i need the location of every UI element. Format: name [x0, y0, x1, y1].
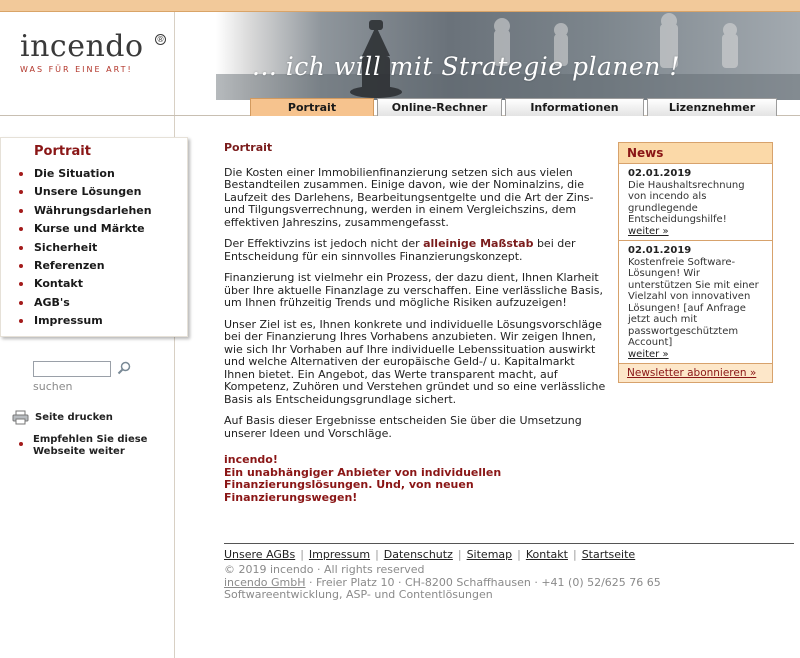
- closing-statement: [224, 454, 608, 504]
- sidebar-item-waehrungsdarlehen[interactable]: [34, 202, 187, 220]
- news-item: [619, 164, 772, 241]
- bullet-icon: [19, 319, 23, 323]
- footer-separator: |: [517, 548, 521, 561]
- header-banner: [216, 12, 800, 100]
- main-content: [224, 142, 608, 504]
- tab-informationen[interactable]: Informationen: [505, 98, 644, 116]
- content-paragraph: Die Kosten einer Immobilienfinanzierung setzen sich aus vielen Bestandteilen zusammen. Einige davon, wie der Nominalzins, die Laufzeit des Darlehens, Bearbeitungsentgelte und die Art der Zins- und Tilgungsverrechnung, werden in einem Vergleichszins, dem effektiven Jahreszins, zusammengefasst.: [224, 165, 594, 229]
- footer-separator: |: [375, 548, 379, 561]
- footer-separator: |: [572, 548, 577, 561]
- copyright-text: © 2019 incendo · All rights reserved: [224, 563, 425, 576]
- footer-link-sitemap[interactable]: Sitemap: [466, 548, 513, 561]
- bullet-icon: [19, 301, 23, 305]
- printer-icon: [12, 410, 29, 425]
- bullet-icon: [19, 246, 23, 250]
- sidebar-item-unsere-loesungen[interactable]: [34, 183, 187, 201]
- bullet-icon: [19, 227, 23, 231]
- top-stripe: [0, 0, 800, 12]
- address-text: · Freier Platz 10 · CH-8200 Schaffhausen · +41 (0) 52/625 76 65: [305, 575, 661, 589]
- sidebar-item-label: AGB's: [34, 295, 70, 309]
- logo-wordmark: incendo: [20, 29, 144, 64]
- sidebar-item-label: Referenzen: [34, 258, 105, 272]
- tab-lizenznehmer[interactable]: Lizenznehmer: [647, 98, 777, 116]
- footer-link-datenschutz[interactable]: Datenschutz: [383, 548, 453, 561]
- content-heading: Portrait: [224, 141, 273, 154]
- search-box: [33, 361, 111, 377]
- services-text: Softwareentwicklung, ASP- und Contentlösungen: [224, 588, 493, 601]
- sidebar-item-referenzen[interactable]: [34, 257, 187, 275]
- footer-info: [224, 564, 661, 602]
- sidebar-item-die-situation[interactable]: [34, 165, 187, 183]
- recommend-site-link[interactable]: [33, 434, 163, 458]
- footer-separator: |: [300, 548, 304, 561]
- content-paragraph: [224, 238, 608, 263]
- search-input[interactable]: [33, 361, 111, 377]
- sidebar-item-label: Kurse und Märkte: [34, 222, 145, 236]
- footer-divider: [224, 543, 794, 544]
- news-more-link[interactable]: weiter »: [628, 348, 669, 360]
- sidebar-item-label: Kontakt: [34, 277, 83, 291]
- news-text: Die Haushaltsrechnung von incendo als grundlegende Entscheidungshilfe!: [628, 179, 745, 225]
- registered-trademark-icon: ®: [156, 35, 165, 44]
- recommend-site-label: Empfehlen Sie diese Webseite weiter: [33, 434, 148, 457]
- news-date: 02.01.2019: [628, 245, 692, 256]
- sidebar-title: Portrait: [34, 144, 91, 159]
- emphasis-text: alleinige Maßstab: [423, 237, 534, 250]
- main-tabs: [250, 98, 780, 116]
- paragraph-text: bei der Entscheidung für ein sinnvolles Finanzierungskonzept.: [224, 237, 576, 263]
- footer-separator: |: [457, 548, 462, 561]
- content-paragraph: Auf Basis dieser Ergebnisse entscheiden Sie über die Umsetzung unserer Ideen und Vorschläge.: [224, 414, 582, 440]
- sidebar-item-impressum[interactable]: [34, 312, 187, 330]
- print-page-label: Seite drucken: [35, 412, 113, 423]
- closing-text: Ein unabhängiger Anbieter von individuellen Finanzierungslösungen. Und, von neuen Finanzierungswegen!: [224, 465, 502, 504]
- sidebar-item-kurse-und-maerkte[interactable]: [34, 220, 187, 238]
- footer-link-kontakt[interactable]: Kontakt: [525, 548, 568, 561]
- news-date: 02.01.2019: [628, 168, 692, 179]
- incendo-logo[interactable]: [20, 29, 165, 80]
- sidebar-item-label: Sicherheit: [34, 240, 98, 254]
- footer-links: [224, 548, 635, 561]
- closing-brand: incendo!: [224, 453, 278, 466]
- sidebar-item-label: Währungsdarlehen: [34, 203, 152, 217]
- logo-tagline: WAS FÜR EINE ART!: [20, 65, 133, 74]
- bullet-icon: [19, 209, 23, 213]
- search-label: suchen: [33, 380, 73, 393]
- news-box: [618, 142, 773, 383]
- sidebar-nav: [0, 137, 188, 337]
- bullet-icon: [19, 190, 23, 194]
- sidebar-item-sicherheit[interactable]: [34, 239, 187, 257]
- banner-slogan: ... ich will mit Strategie planen !: [252, 52, 680, 81]
- company-link[interactable]: incendo GmbH: [224, 575, 306, 589]
- bullet-icon: [19, 172, 23, 176]
- footer-link-startseite[interactable]: Startseite: [581, 548, 636, 561]
- sidebar-item-label: Unsere Lösungen: [34, 185, 142, 199]
- footer-link-impressum[interactable]: Impressum: [308, 548, 371, 561]
- tab-online-rechner[interactable]: Online-Rechner: [377, 98, 502, 116]
- news-title: News: [619, 143, 772, 164]
- print-page-link[interactable]: [12, 410, 113, 425]
- sidebar-item-kontakt[interactable]: [34, 275, 187, 293]
- bullet-icon: [19, 264, 23, 268]
- tab-portrait[interactable]: Portrait: [250, 98, 374, 116]
- newsletter-subscribe-link[interactable]: Newsletter abonnieren »: [627, 367, 757, 379]
- paragraph-text: Der Effektivzins ist jedoch nicht der: [224, 237, 424, 250]
- sidebar-item-label: Impressum: [34, 314, 103, 328]
- bullet-icon: [19, 282, 23, 286]
- news-more-link[interactable]: weiter »: [628, 225, 669, 237]
- footer-link-agbs[interactable]: Unsere AGBs: [224, 548, 296, 561]
- bullet-icon: [19, 442, 23, 446]
- content-paragraph: Finanzierung ist vielmehr ein Prozess, der dazu dient, Ihnen Klarheit über Ihre aktuelle Finanzlage zu verschaffen. Eine verlässliche Basis, um Ihnen frühzeitig Trends und mögliche Risiken aufzuzeigen!: [224, 271, 603, 309]
- sidebar-item-label: Die Situation: [34, 167, 115, 180]
- sidebar-item-agbs[interactable]: [34, 294, 187, 312]
- news-item: [619, 241, 772, 364]
- news-text: Kostenfreie Software-Lösungen! Wir unterstützen Sie mit einer Vielzahl von innovativen Lösungen! [auf Anfrage jetzt auch mit passwortgeschütztem Account]: [628, 256, 759, 348]
- content-paragraph: Unser Ziel ist es, Ihnen konkrete und individuelle Lösungsvorschläge bei der Finanzierung Ihres Vorhabens anzubieten. Wir zeigen Ihnen, wie sich Ihr Vorhaben auf Ihre individuelle Lebenssituation auswirkt und welche Alternativen der europäische Geld-/ u. Kapitalmarkt Ihnen bietet. Ein Angebot, das Werte transparent macht, auf Kompetenz, Zuhören und Verstehen gründet und so eine verlässliche Basis als Entscheidungsgrundlage sichert.: [224, 317, 606, 406]
- search-icon[interactable]: [117, 361, 131, 375]
